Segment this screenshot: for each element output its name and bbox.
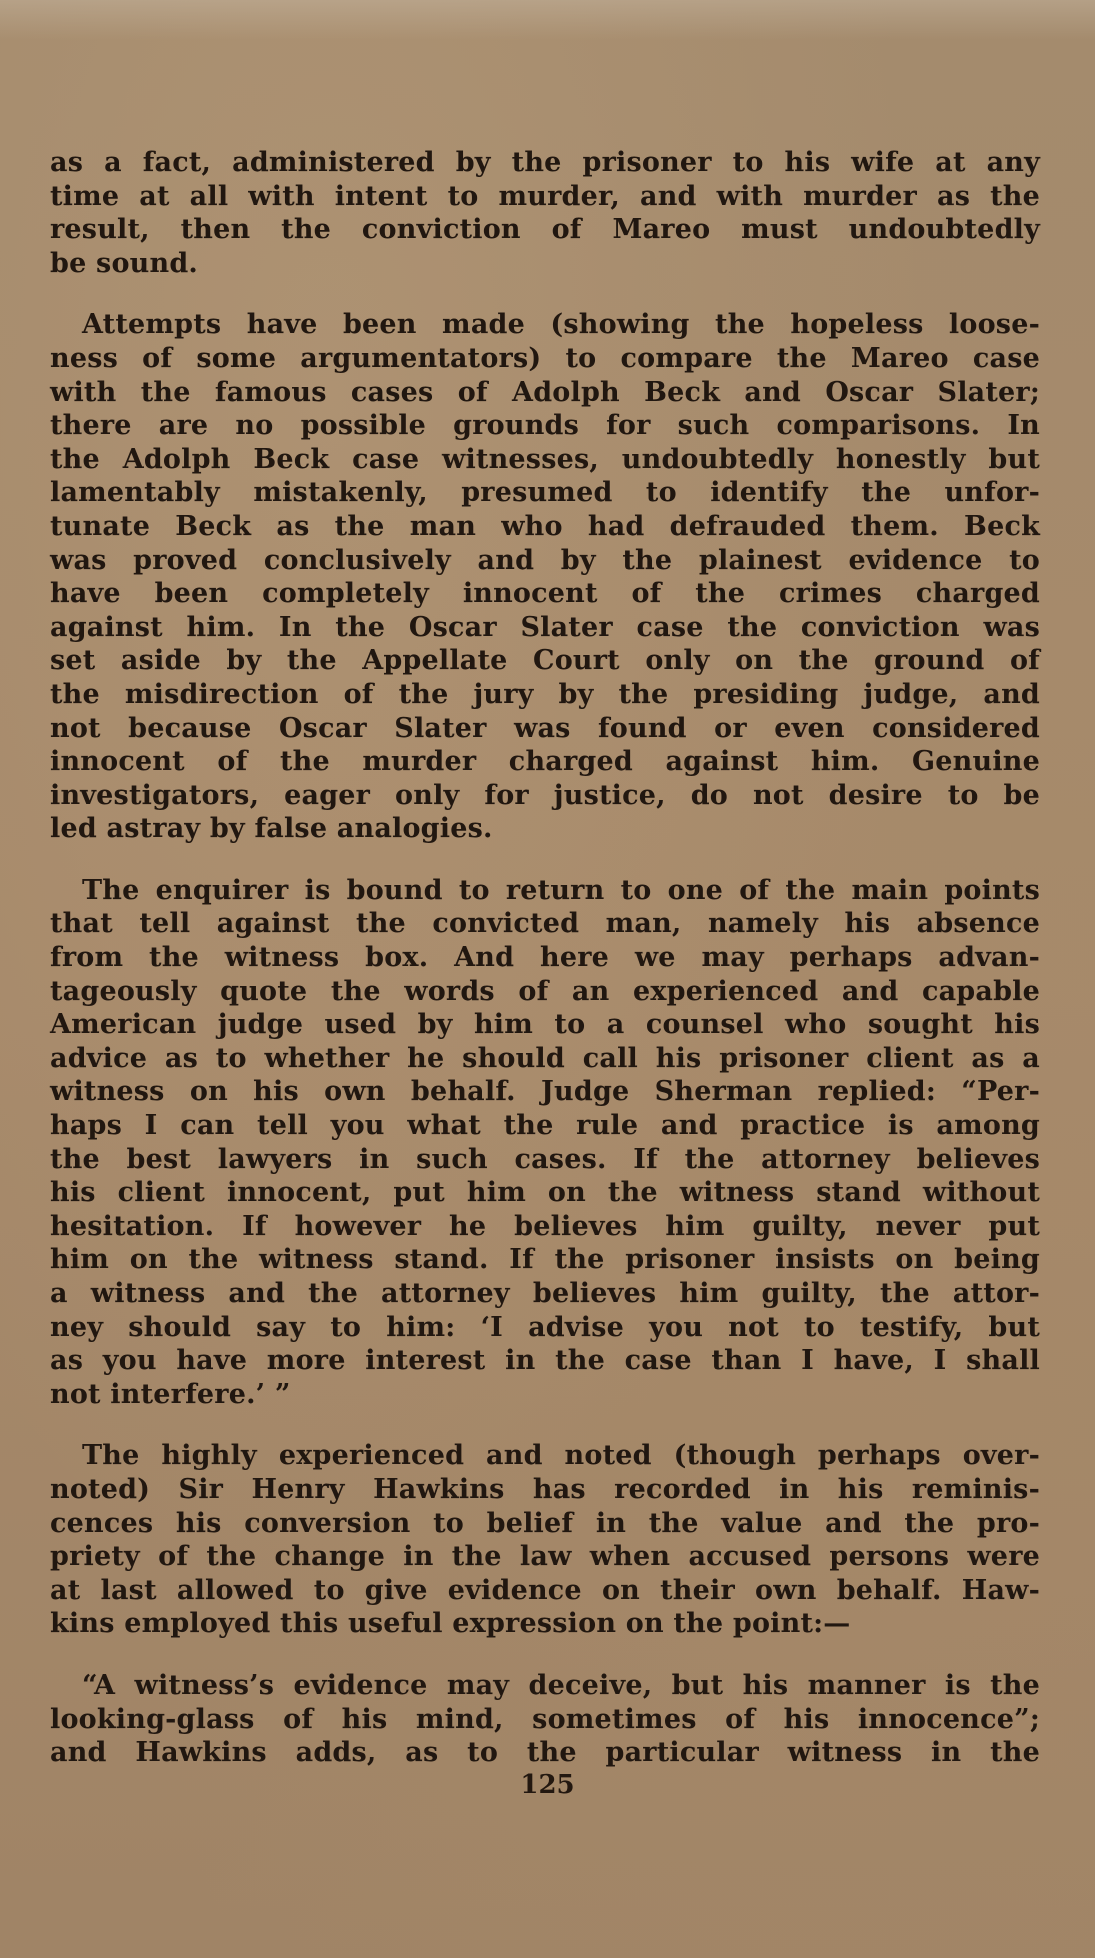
text-line: the Adolph Beck case witnesses, undoubtedly honestly but (50, 443, 1040, 475)
text-line: that tell against the convicted man, namely his absence (50, 908, 1040, 940)
text-line: advice as to whether he should call his prisoner client as a (50, 1042, 1040, 1074)
text-line: have been completely innocent of the crimes charged (50, 578, 1040, 610)
text-line: looking-glass of his mind, sometimes of his innocence”; (50, 1703, 1040, 1735)
text-line: time at all with intent to murder, and with murder as the (50, 180, 1040, 212)
text-line: his client innocent, put him on the witness stand without (50, 1177, 1040, 1209)
text-line: the best lawyers in such cases. If the attorney believes (50, 1143, 1040, 1175)
text-line: Attempts have been made (showing the hopeless loose- (82, 309, 1040, 341)
text-line: ness of some argumentators) to compare the Mareo case (50, 342, 1040, 374)
text-line: against him. In the Oscar Slater case the conviction was (50, 611, 1040, 643)
text-line: the misdirection of the jury by the presiding judge, and (50, 678, 1040, 710)
text-line: witness on his own behalf. Judge Sherman replied: “Per- (50, 1076, 1040, 1108)
paragraph-3 (50, 874, 1040, 1412)
text-line: The highly experienced and noted (though perhaps over- (82, 1440, 1040, 1472)
text-line: from the witness box. And here we may perhaps advan- (50, 942, 1040, 974)
text-line: as you have more interest in the case than I have, I shall (50, 1345, 1040, 1377)
text-line: as a fact, administered by the prisoner to his wife at any (50, 147, 1040, 178)
paragraph-1 (50, 146, 1040, 280)
text-line: lamentably mistakenly, presumed to identify the unfor- (50, 477, 1040, 509)
text-line: led astray by false analogies. (50, 813, 493, 845)
text-line: set aside by the Appellate Court only on the ground of (50, 645, 1040, 677)
text-line: not interfere.’ ” (50, 1378, 291, 1410)
text-line: hesitation. If however he believes him guilty, never put (50, 1210, 1040, 1242)
page-edge-shadow (0, 0, 1095, 40)
text-line: cences his conversion to belief in the value and the pro- (50, 1507, 1040, 1539)
text-line: tageously quote the words of an experienced and capable (50, 975, 1040, 1007)
text-line: and Hawkins adds, as to the particular witness in the (50, 1737, 1040, 1769)
page-number: 125 (520, 1770, 575, 1800)
body-text (50, 146, 1040, 1798)
text-line: kins employed this useful expression on the point:— (50, 1608, 851, 1640)
text-line: result, then the conviction of Mareo must undoubtedly (50, 214, 1040, 246)
paragraph-4 (50, 1439, 1040, 1641)
text-line: him on the witness stand. If the prisoner insists on being (50, 1244, 1040, 1276)
text-line: investigators, eager only for justice, do not desire to be (50, 779, 1040, 811)
text-line: priety of the change in the law when accused persons were (50, 1541, 1040, 1573)
text-line: The enquirer is bound to return to one of the main points (82, 874, 1040, 906)
text-line: be sound. (50, 247, 199, 279)
text-line: was proved conclusively and by the plainest evidence to (50, 544, 1040, 576)
paragraph-5 (50, 1669, 1040, 1770)
text-line: not because Oscar Slater was found or even considered (50, 712, 1040, 744)
text-line: tunate Beck as the man who had defrauded them. Beck (50, 510, 1040, 542)
text-line: ney should say to him: ‘I advise you not to testify, but (50, 1311, 1040, 1343)
text-line: “A witness’s evidence may deceive, but his manner is the (82, 1669, 1040, 1701)
text-line: American judge used by him to a counsel who sought his (50, 1009, 1040, 1041)
text-line: noted) Sir Henry Hawkins has recorded in his reminis- (50, 1473, 1040, 1505)
text-line: with the famous cases of Adolph Beck and Oscar Slater; (50, 376, 1040, 408)
text-line: haps I can tell you what the rule and practice is among (50, 1110, 1040, 1142)
text-line: at last allowed to give evidence on their own behalf. Haw- (50, 1574, 1040, 1606)
text-line: there are no possible grounds for such comparisons. In (50, 410, 1040, 442)
paragraph-2 (50, 308, 1040, 846)
text-line: innocent of the murder charged against him. Genuine (50, 746, 1040, 778)
text-line: a witness and the attorney believes him guilty, the attor- (50, 1278, 1040, 1309)
